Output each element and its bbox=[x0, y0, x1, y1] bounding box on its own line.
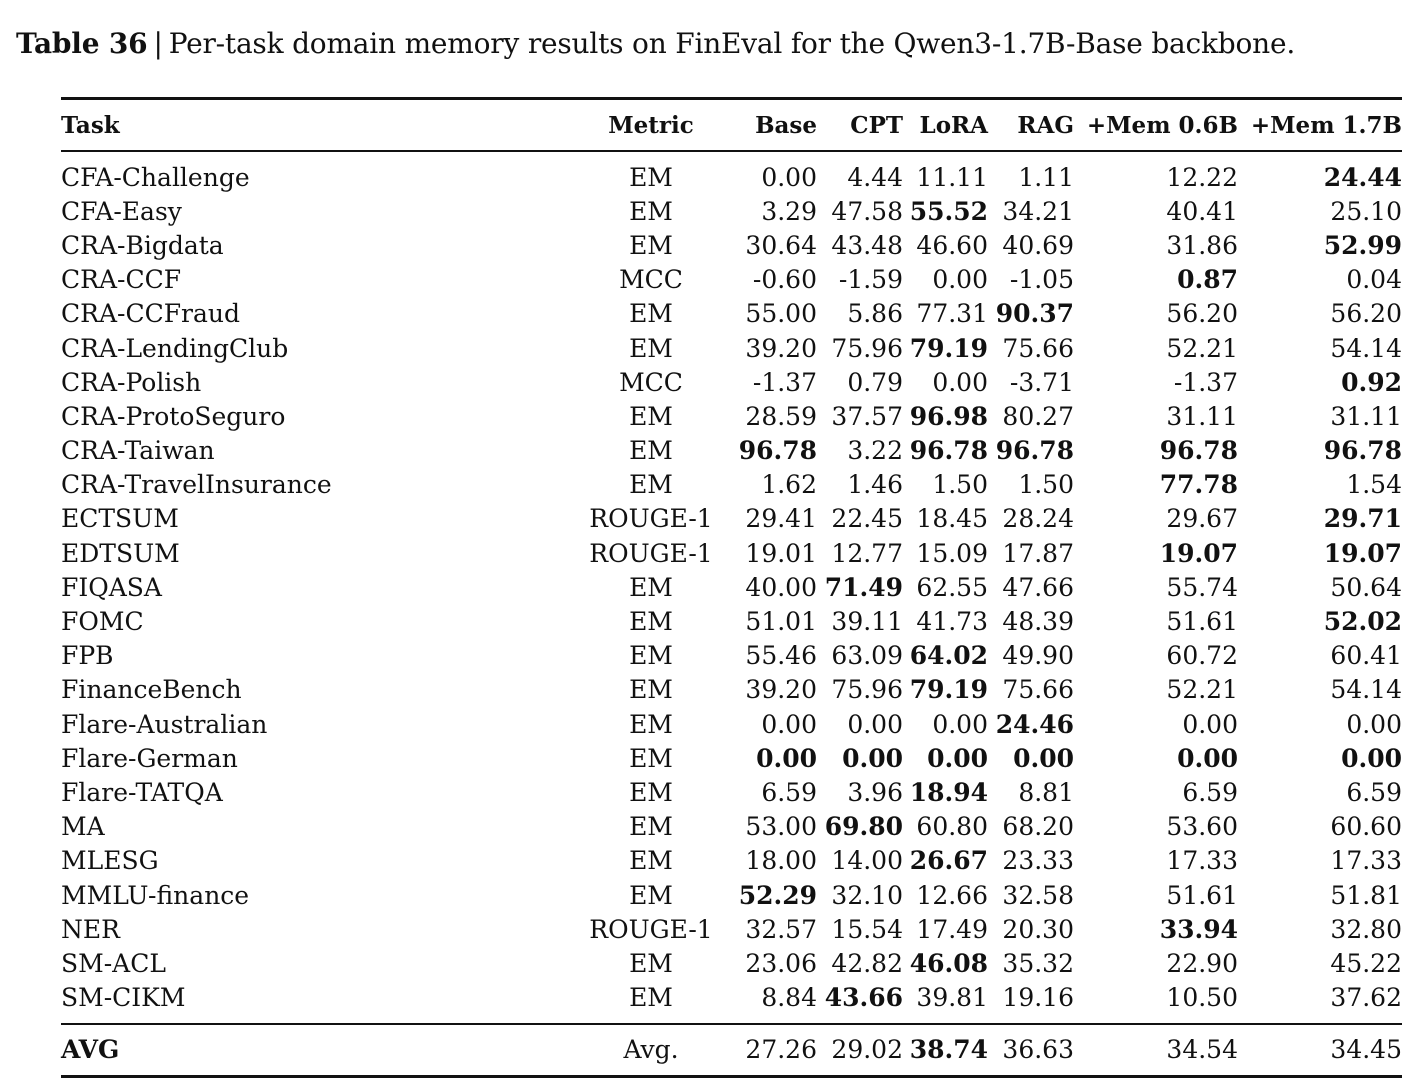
header-base: Base bbox=[755, 111, 817, 139]
value-cell: 0.00 bbox=[847, 709, 903, 739]
value-cell: 23.33 bbox=[1002, 846, 1074, 876]
value-cell: 20.30 bbox=[1002, 914, 1074, 944]
value-cell: 37.62 bbox=[1330, 983, 1402, 1013]
table-row bbox=[61, 536, 1402, 570]
table-row bbox=[61, 673, 1402, 707]
value-cell: 51.61 bbox=[1166, 880, 1238, 910]
value-cell: 96.78 bbox=[1159, 436, 1238, 466]
metric-cell: EM bbox=[629, 983, 673, 1013]
table-row bbox=[61, 263, 1402, 297]
value-cell: 47.58 bbox=[831, 196, 903, 226]
value-cell: 6.59 bbox=[761, 777, 817, 807]
footer-value-cell: 27.26 bbox=[745, 1035, 817, 1065]
value-cell: 40.00 bbox=[745, 572, 817, 602]
value-cell: 0.00 bbox=[761, 162, 817, 192]
value-cell: 55.46 bbox=[745, 641, 817, 671]
metric-cell: EM bbox=[629, 846, 673, 876]
value-cell: 17.87 bbox=[1002, 538, 1074, 568]
value-cell: 40.69 bbox=[1002, 230, 1074, 260]
metric-cell: ROUGE-1 bbox=[589, 538, 713, 568]
value-cell: 22.45 bbox=[831, 504, 903, 534]
table-row bbox=[61, 434, 1402, 468]
table-row bbox=[61, 844, 1402, 878]
value-cell: 54.14 bbox=[1330, 675, 1402, 705]
value-cell: 79.19 bbox=[909, 675, 988, 705]
value-cell: 11.11 bbox=[916, 162, 988, 192]
value-cell: 22.90 bbox=[1166, 948, 1238, 978]
table-row bbox=[61, 399, 1402, 433]
value-cell: 43.66 bbox=[824, 983, 903, 1013]
value-cell: 18.45 bbox=[916, 504, 988, 534]
value-cell: 96.78 bbox=[738, 436, 817, 466]
value-cell: 0.79 bbox=[847, 367, 903, 397]
metric-cell: EM bbox=[629, 572, 673, 602]
value-cell: -1.37 bbox=[1173, 367, 1238, 397]
value-cell: 51.01 bbox=[745, 607, 817, 637]
value-cell: 80.27 bbox=[1002, 401, 1074, 431]
value-cell: 96.98 bbox=[909, 401, 988, 431]
metric-cell: EM bbox=[629, 709, 673, 739]
metric-cell: EM bbox=[629, 607, 673, 637]
results-table bbox=[61, 97, 1402, 1078]
value-cell: 0.00 bbox=[761, 709, 817, 739]
table-footer-row bbox=[61, 1024, 1402, 1077]
value-cell: 60.60 bbox=[1330, 812, 1402, 842]
value-cell: 75.66 bbox=[1002, 675, 1074, 705]
value-cell: 19.16 bbox=[1002, 983, 1074, 1013]
value-cell: 24.44 bbox=[1323, 162, 1402, 192]
value-cell: 28.24 bbox=[1002, 504, 1074, 534]
value-cell: 41.73 bbox=[916, 607, 988, 637]
value-cell: -3.71 bbox=[1009, 367, 1074, 397]
value-cell: 75.66 bbox=[1002, 333, 1074, 363]
value-cell: 6.59 bbox=[1346, 777, 1402, 807]
header-task: Task bbox=[61, 111, 120, 139]
metric-cell: EM bbox=[629, 333, 673, 363]
value-cell: 48.39 bbox=[1002, 607, 1074, 637]
metric-cell: MCC bbox=[619, 265, 683, 295]
value-cell: -1.37 bbox=[752, 367, 817, 397]
value-cell: 19.07 bbox=[1159, 538, 1238, 568]
task-cell: MLESG bbox=[61, 846, 159, 876]
metric-cell: ROUGE-1 bbox=[589, 914, 713, 944]
task-cell: CRA-ProtoSeguro bbox=[61, 401, 286, 431]
value-cell: 0.00 bbox=[1182, 709, 1238, 739]
value-cell: 52.21 bbox=[1166, 333, 1238, 363]
table-row bbox=[61, 639, 1402, 673]
value-cell: 14.00 bbox=[831, 846, 903, 876]
task-cell: CFA-Challenge bbox=[61, 162, 250, 192]
value-cell: 60.80 bbox=[916, 812, 988, 842]
value-cell: 24.46 bbox=[995, 709, 1074, 739]
value-cell: 0.00 bbox=[1341, 743, 1402, 773]
table-row bbox=[61, 151, 1402, 194]
value-cell: 53.60 bbox=[1166, 812, 1238, 842]
value-cell: 0.00 bbox=[1013, 743, 1074, 773]
table-row bbox=[61, 468, 1402, 502]
value-cell: 75.96 bbox=[831, 333, 903, 363]
value-cell: 8.84 bbox=[761, 983, 817, 1013]
table-row bbox=[61, 297, 1402, 331]
value-cell: 15.09 bbox=[916, 538, 988, 568]
value-cell: 77.31 bbox=[916, 299, 988, 329]
value-cell: 47.66 bbox=[1002, 572, 1074, 602]
table-row bbox=[61, 741, 1402, 775]
value-cell: 43.48 bbox=[831, 230, 903, 260]
metric-cell: EM bbox=[629, 743, 673, 773]
metric-cell: EM bbox=[629, 812, 673, 842]
value-cell: 62.55 bbox=[916, 572, 988, 602]
value-cell: 32.10 bbox=[831, 880, 903, 910]
value-cell: 32.58 bbox=[1002, 880, 1074, 910]
value-cell: 34.21 bbox=[1002, 196, 1074, 226]
task-cell: CRA-TravelInsurance bbox=[61, 470, 332, 500]
value-cell: 96.78 bbox=[1323, 436, 1402, 466]
value-cell: 60.72 bbox=[1166, 641, 1238, 671]
metric-cell: EM bbox=[629, 299, 673, 329]
metric-cell: EM bbox=[629, 777, 673, 807]
value-cell: 0.00 bbox=[842, 743, 903, 773]
value-cell: -0.60 bbox=[752, 265, 817, 295]
value-cell: 19.01 bbox=[745, 538, 817, 568]
task-cell: CRA-Taiwan bbox=[61, 436, 215, 466]
task-cell: CRA-CCF bbox=[61, 265, 182, 295]
table-row bbox=[61, 810, 1402, 844]
table-row bbox=[61, 878, 1402, 912]
value-cell: 71.49 bbox=[824, 572, 903, 602]
metric-cell: EM bbox=[629, 401, 673, 431]
value-cell: 68.20 bbox=[1002, 812, 1074, 842]
value-cell: 19.07 bbox=[1323, 538, 1402, 568]
value-cell: 1.50 bbox=[1018, 470, 1074, 500]
value-cell: 17.33 bbox=[1330, 846, 1402, 876]
value-cell: 42.82 bbox=[831, 948, 903, 978]
metric-cell: EM bbox=[629, 196, 673, 226]
value-cell: 29.67 bbox=[1166, 504, 1238, 534]
header-rag: RAG bbox=[1017, 111, 1074, 139]
value-cell: 52.29 bbox=[738, 880, 817, 910]
footer-value-cell: 38.74 bbox=[909, 1035, 988, 1065]
value-cell: 77.78 bbox=[1159, 470, 1238, 500]
value-cell: 1.50 bbox=[932, 470, 988, 500]
value-cell: 79.19 bbox=[909, 333, 988, 363]
value-cell: 10.50 bbox=[1166, 983, 1238, 1013]
footer-value-cell: 34.54 bbox=[1166, 1035, 1238, 1065]
value-cell: 30.64 bbox=[745, 230, 817, 260]
value-cell: 1.54 bbox=[1346, 470, 1402, 500]
metric-cell: EM bbox=[629, 948, 673, 978]
metric-cell: ROUGE-1 bbox=[589, 504, 713, 534]
value-cell: 0.00 bbox=[1177, 743, 1238, 773]
value-cell: -1.05 bbox=[1009, 265, 1074, 295]
value-cell: 55.00 bbox=[745, 299, 817, 329]
value-cell: 1.62 bbox=[761, 470, 817, 500]
value-cell: 3.22 bbox=[847, 436, 903, 466]
footer-value-cell: 34.45 bbox=[1330, 1035, 1402, 1065]
value-cell: 40.41 bbox=[1166, 196, 1238, 226]
value-cell: 8.81 bbox=[1018, 777, 1074, 807]
value-cell: 1.11 bbox=[1018, 162, 1074, 192]
value-cell: 6.59 bbox=[1182, 777, 1238, 807]
value-cell: 39.20 bbox=[745, 675, 817, 705]
task-cell: FIQASA bbox=[61, 572, 162, 602]
header-mem-0-6b: +Mem 0.6B bbox=[1086, 111, 1238, 139]
value-cell: 0.00 bbox=[932, 367, 988, 397]
task-cell: CFA-Easy bbox=[61, 196, 182, 226]
footer-metric-cell: Avg. bbox=[623, 1035, 679, 1065]
value-cell: 64.02 bbox=[909, 641, 988, 671]
task-cell: CRA-Polish bbox=[61, 367, 202, 397]
value-cell: 69.80 bbox=[824, 812, 903, 842]
value-cell: 3.96 bbox=[847, 777, 903, 807]
value-cell: 3.29 bbox=[761, 196, 817, 226]
value-cell: 28.59 bbox=[745, 401, 817, 431]
footer-value-cell: 36.63 bbox=[1002, 1035, 1074, 1065]
value-cell: 32.80 bbox=[1330, 914, 1402, 944]
value-cell: 50.64 bbox=[1330, 572, 1402, 602]
header-mem-1-7b: +Mem 1.7B bbox=[1250, 111, 1402, 139]
value-cell: 39.20 bbox=[745, 333, 817, 363]
value-cell: 0.00 bbox=[756, 743, 817, 773]
value-cell: 55.52 bbox=[909, 196, 988, 226]
value-cell: 17.33 bbox=[1166, 846, 1238, 876]
metric-cell: EM bbox=[629, 641, 673, 671]
value-cell: 0.00 bbox=[1346, 709, 1402, 739]
value-cell: 55.74 bbox=[1166, 572, 1238, 602]
metric-cell: EM bbox=[629, 230, 673, 260]
table-row bbox=[61, 912, 1402, 946]
value-cell: 0.00 bbox=[932, 265, 988, 295]
value-cell: 18.00 bbox=[745, 846, 817, 876]
value-cell: 18.94 bbox=[909, 777, 988, 807]
metric-cell: EM bbox=[629, 675, 673, 705]
task-cell: CRA-LendingClub bbox=[61, 333, 289, 363]
value-cell: 32.57 bbox=[745, 914, 817, 944]
task-cell: Flare-Australian bbox=[61, 709, 268, 739]
task-cell: CRA-Bigdata bbox=[61, 230, 224, 260]
task-cell: EDTSUM bbox=[61, 538, 180, 568]
caption-separator: | bbox=[153, 27, 163, 60]
value-cell: 29.71 bbox=[1323, 504, 1402, 534]
results-table-container bbox=[61, 97, 1402, 1078]
metric-cell: EM bbox=[629, 880, 673, 910]
task-cell: MA bbox=[61, 812, 105, 842]
task-cell: ECTSUM bbox=[61, 504, 179, 534]
value-cell: 25.10 bbox=[1330, 196, 1402, 226]
value-cell: 0.00 bbox=[927, 743, 988, 773]
value-cell: 54.14 bbox=[1330, 333, 1402, 363]
metric-cell: EM bbox=[629, 162, 673, 192]
value-cell: 37.57 bbox=[831, 401, 903, 431]
table-body bbox=[61, 151, 1402, 1024]
value-cell: 39.11 bbox=[831, 607, 903, 637]
footer-task-cell: AVG bbox=[61, 1035, 120, 1065]
value-cell: 31.86 bbox=[1166, 230, 1238, 260]
table-row bbox=[61, 502, 1402, 536]
task-cell: FOMC bbox=[61, 607, 144, 637]
value-cell: 51.81 bbox=[1330, 880, 1402, 910]
task-cell: FinanceBench bbox=[61, 675, 242, 705]
metric-cell: EM bbox=[629, 436, 673, 466]
value-cell: 52.21 bbox=[1166, 675, 1238, 705]
table-row bbox=[61, 981, 1402, 1024]
task-cell: FPB bbox=[61, 641, 114, 671]
table-header-row bbox=[61, 99, 1402, 152]
caption-text: Per-task domain memory results on FinEval for the Qwen3-1.7B-Base backbone. bbox=[168, 27, 1296, 60]
value-cell: 53.00 bbox=[745, 812, 817, 842]
task-cell: NER bbox=[61, 914, 120, 944]
value-cell: 0.04 bbox=[1346, 265, 1402, 295]
task-cell: MMLU-finance bbox=[61, 880, 250, 910]
value-cell: 56.20 bbox=[1166, 299, 1238, 329]
table-row bbox=[61, 604, 1402, 638]
value-cell: 29.41 bbox=[745, 504, 817, 534]
value-cell: 12.66 bbox=[916, 880, 988, 910]
table-row bbox=[61, 194, 1402, 228]
table-row bbox=[61, 228, 1402, 262]
table-caption bbox=[16, 24, 1295, 64]
task-cell: Flare-TATQA bbox=[61, 777, 223, 807]
value-cell: 49.90 bbox=[1002, 641, 1074, 671]
table-row bbox=[61, 707, 1402, 741]
footer-value-cell: 29.02 bbox=[831, 1035, 903, 1065]
value-cell: 31.11 bbox=[1166, 401, 1238, 431]
value-cell: 15.54 bbox=[831, 914, 903, 944]
value-cell: 46.60 bbox=[916, 230, 988, 260]
value-cell: 0.92 bbox=[1341, 367, 1402, 397]
value-cell: 45.22 bbox=[1330, 948, 1402, 978]
value-cell: 52.99 bbox=[1323, 230, 1402, 260]
caption-label: Table 36 bbox=[16, 27, 148, 60]
value-cell: 56.20 bbox=[1330, 299, 1402, 329]
header-cpt: CPT bbox=[850, 111, 903, 139]
header-lora: LoRA bbox=[919, 111, 988, 139]
table-row bbox=[61, 365, 1402, 399]
value-cell: 96.78 bbox=[995, 436, 1074, 466]
value-cell: 17.49 bbox=[916, 914, 988, 944]
value-cell: 12.77 bbox=[831, 538, 903, 568]
value-cell: 51.61 bbox=[1166, 607, 1238, 637]
value-cell: 52.02 bbox=[1323, 607, 1402, 637]
value-cell: 12.22 bbox=[1166, 162, 1238, 192]
table-row bbox=[61, 570, 1402, 604]
value-cell: 26.67 bbox=[909, 846, 988, 876]
value-cell: 90.37 bbox=[995, 299, 1074, 329]
value-cell: 31.11 bbox=[1330, 401, 1402, 431]
value-cell: 60.41 bbox=[1330, 641, 1402, 671]
table-row bbox=[61, 946, 1402, 980]
value-cell: 5.86 bbox=[847, 299, 903, 329]
table-row bbox=[61, 331, 1402, 365]
value-cell: -1.59 bbox=[838, 265, 903, 295]
table-row bbox=[61, 775, 1402, 809]
value-cell: 46.08 bbox=[909, 948, 988, 978]
value-cell: 63.09 bbox=[831, 641, 903, 671]
value-cell: 96.78 bbox=[909, 436, 988, 466]
header-metric: Metric bbox=[608, 111, 694, 139]
value-cell: 33.94 bbox=[1159, 914, 1238, 944]
value-cell: 0.00 bbox=[932, 709, 988, 739]
task-cell: Flare-German bbox=[61, 743, 238, 773]
task-cell: CRA-CCFraud bbox=[61, 299, 241, 329]
value-cell: 0.87 bbox=[1177, 265, 1238, 295]
value-cell: 1.46 bbox=[847, 470, 903, 500]
value-cell: 75.96 bbox=[831, 675, 903, 705]
task-cell: SM-ACL bbox=[61, 948, 166, 978]
value-cell: 23.06 bbox=[745, 948, 817, 978]
task-cell: SM-CIKM bbox=[61, 983, 186, 1013]
metric-cell: EM bbox=[629, 470, 673, 500]
value-cell: 4.44 bbox=[847, 162, 903, 192]
metric-cell: MCC bbox=[619, 367, 683, 397]
value-cell: 39.81 bbox=[916, 983, 988, 1013]
value-cell: 35.32 bbox=[1002, 948, 1074, 978]
